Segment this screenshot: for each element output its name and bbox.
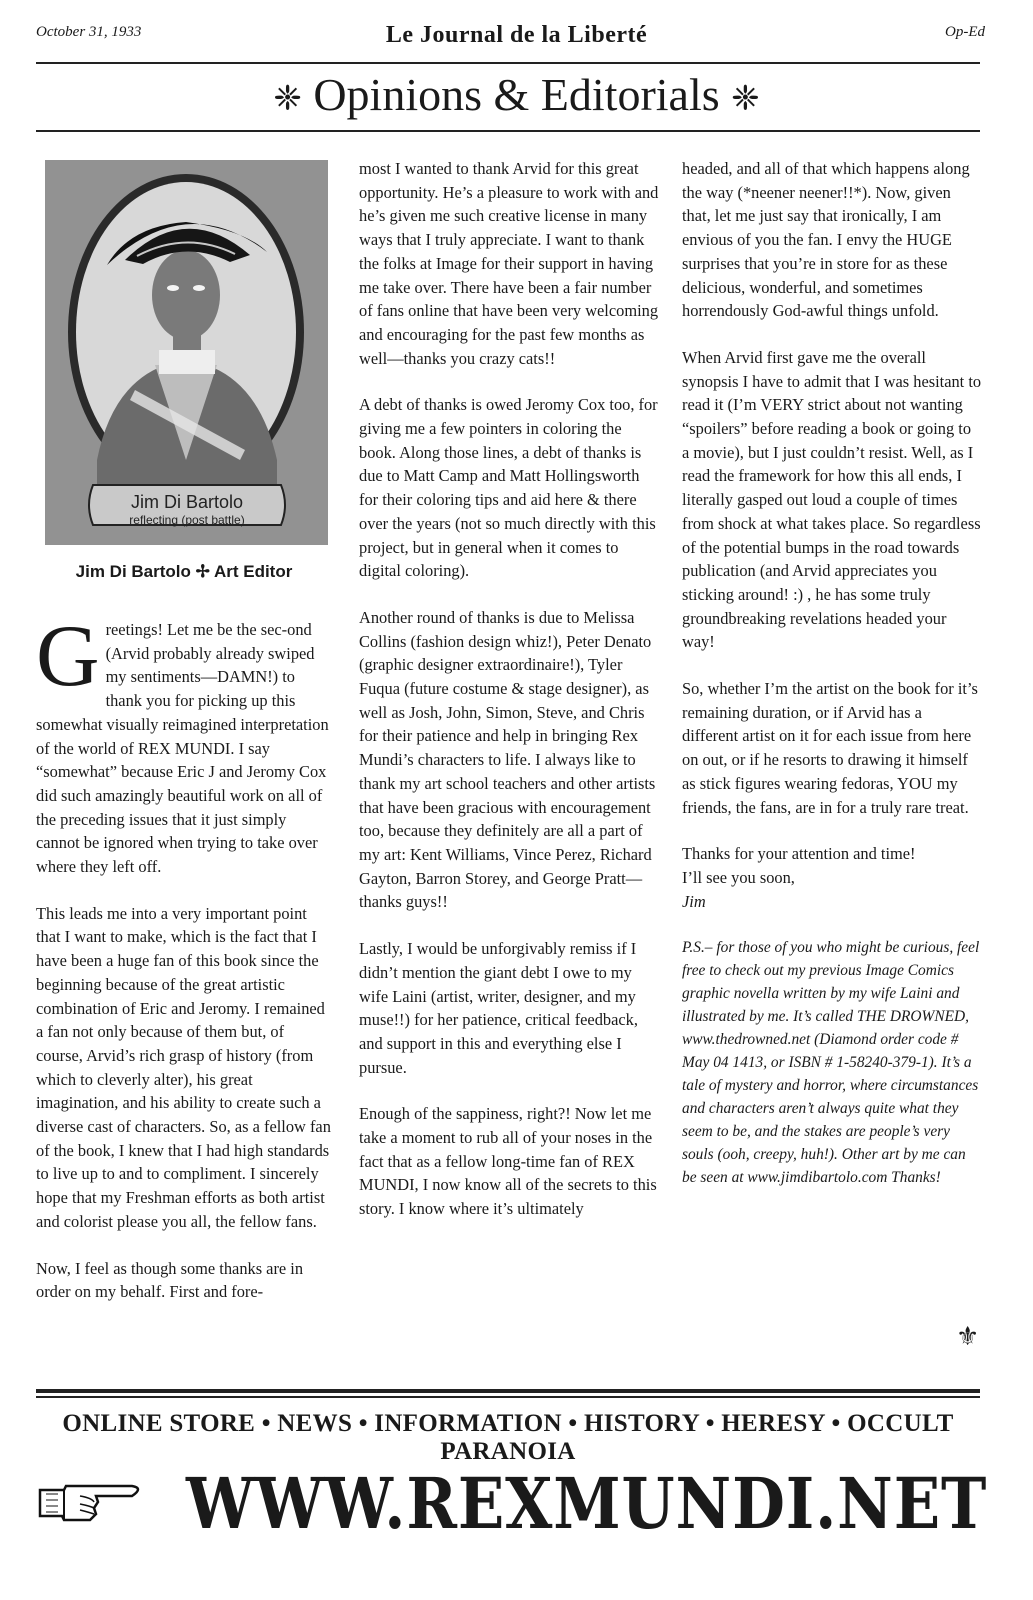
column-2	[359, 157, 659, 1244]
footer-rule-top	[36, 1389, 980, 1393]
column-1	[36, 608, 332, 1327]
url-banner[interactable]	[36, 1462, 988, 1548]
plaque-subtitle: reflecting (post battle)	[129, 513, 245, 527]
page-title-text: Opinions & Editorials	[313, 69, 720, 120]
newspaper-name: Le Journal de la Liberté	[385, 22, 648, 48]
website-url[interactable]: WWW.REXMUNDI.NET	[186, 1462, 988, 1545]
drop-cap: G	[36, 608, 100, 705]
title-rule	[36, 130, 980, 132]
paragraph: A debt of thanks is owed Jeromy Cox too, for giving me a few pointers in coloring the book. Along those lines, a debt of thanks is due to Matt Camp and Matt Hollingsworth for their coloring tips and aid here & there over the years (not so much directly with this project, but in general when it comes to digital coloring).	[359, 395, 658, 581]
closing-line: I’ll see you soon,	[682, 867, 795, 887]
postscript: P.S.– for those of you who might be curious, feel free to check out my previous Image Comics graphic novella written by my wife Laini and illustrated by me. It’s called THE DROWNED, www.thedrowned.net (Diamond order code # May 04 1413, or ISBN # 1-58240-379-1). It’s a tale of mystery and horror, where circumstances and characters aren’t always quite what they seem to be, and the stakes are people’s very souls (ooh, creepy, huh!). Other art by me can be seen at www.jimdibartolo.com Thanks!	[682, 939, 980, 1187]
closing-line: Thanks for your attention and time!	[682, 844, 916, 864]
header-rule	[36, 62, 980, 64]
paragraph: So, whether I’m the artist on the book for it’s remaining duration, or if Arvid has a different artist on it for each issue from here on out, or if he resorts to drawing it himself as stick figures wearing fedoras, YOU my friends, the fans, are in for a truly rare treat.	[682, 679, 978, 817]
paragraph: headed, and all of that which happens along the way (*neener neener!!*). Now, given that, let me just say that ironically, I am envious of you the fan. I envy the HUGE surprises that you’re in store for as these delicious, wonderful, and sometimes horrendously God-awful things unfold.	[682, 159, 970, 321]
right-ornament-icon: ❈	[731, 80, 760, 118]
paragraph: Lastly, I would be unforgivably remiss if I didn’t mention the giant debt I owe to my wife Laini (artist, writer, designer, and my muse!!) for her patience, critical feedback, and support in this and everything else I pursue.	[359, 939, 638, 1077]
footer-rule-bottom	[36, 1396, 980, 1398]
paragraph: This leads me into a very important point that I want to make, which is the fact that I have been a huge fan of this book since the beginning because of the great artistic combination of Eric and Jeromy. I remained a fan not only because of them but, of course, Arvid’s rich grasp of history (from which to cleverly alter), his great imagination, and his ability to create such a diverse cast of characters. So, as a fellow fan of the book, I knew that I had high standards to live up to and to compliment. I sincerely hope that my Freshman efforts as both artist and colorist please you all, the fellow fans.	[36, 903, 331, 1231]
issue-date: October 31, 1933	[36, 24, 142, 40]
section-label: Op-Ed	[945, 24, 985, 40]
pointing-hand-icon	[36, 1476, 148, 1526]
paragraph: Now, I feel as though some thanks are in order on my behalf. First and fore-	[36, 1258, 304, 1302]
paragraph	[36, 608, 332, 879]
page-title	[0, 66, 1033, 128]
column-3	[682, 157, 982, 1212]
paragraph: Enough of the sappiness, right?! Now let me take a moment to rub all of your noses in the fact that as a fellow long-time fan of REX MUNDI, I now know all of the secrets to this story. I know where it’s ultimately	[359, 1104, 657, 1219]
fleur-de-lis-icon: ⚜	[956, 1322, 980, 1351]
plaque-name: Jim Di Bartolo	[130, 492, 244, 512]
left-ornament-icon: ❈	[273, 80, 302, 118]
portrait-illustration	[45, 160, 328, 545]
paragraph: Another round of thanks is due to Melissa Collins (fashion design whiz!), Peter Denato (graphic designer extraordinaire!), Tyler Fuqua (future costume & stage designer), as well as Josh, John, Simon, Steve, and Chris for their patience and help in bringing Rex Mundi’s characters to life. I always like to thank my art school teachers and other artists that have been gracious with encouragement too, because they definitely are all a part of my art: Kent Williams, Vince Perez, Richard Gayton, Barron Storey, and George Pratt—thanks guys!!	[359, 607, 656, 912]
paragraph: When Arvid first gave me the overall synopsis I have to admit that I was hesitant to read it (I’m VERY strict about not wanting “spoilers” before reading a book or going to a movie), but I just couldn’t resist. Well, as I read the framework for how this all ends, I literally gasped out loud a couple of times from shock at what takes place. So regardless of the potential bumps in the road towards publication (and Arvid appreciates you sticking around! :) , he has some truly groundbreaking revelations headed your way!	[682, 347, 982, 652]
footer-links[interactable]: ONLINE STORE • NEWS • INFORMATION • HISTORY • HERESY • OCCULT PARANOIA	[62, 1410, 954, 1465]
paragraph-text: reetings! Let me be the sec-ond (Arvid probably already swiped my sentiments—DAMN!) to thank you for picking up this somewhat visually reimagined interpretation of the world of REX MUNDI. I say “somewhat” because Eric J and Jeromy Cox did such amazingly beautiful work on all of the preceding issues that it just simply cannot be ignored when trying to take over where they left off.	[36, 620, 329, 877]
signature: Jim	[682, 891, 706, 911]
closing	[682, 842, 982, 913]
paragraph: most I wanted to thank Arvid for this great opportunity. He’s a pleasure to work with and he’s given me such creative license in many ways that I truly appreciate. I want to thank the folks at Image for their support in having me take over. There have been a fair number of fans online that have been very welcoming and encouraging for the past few months as well—thanks you crazy cats!!	[359, 159, 659, 368]
image-caption: Jim Di Bartolo ✢ Art Editor	[75, 562, 293, 581]
